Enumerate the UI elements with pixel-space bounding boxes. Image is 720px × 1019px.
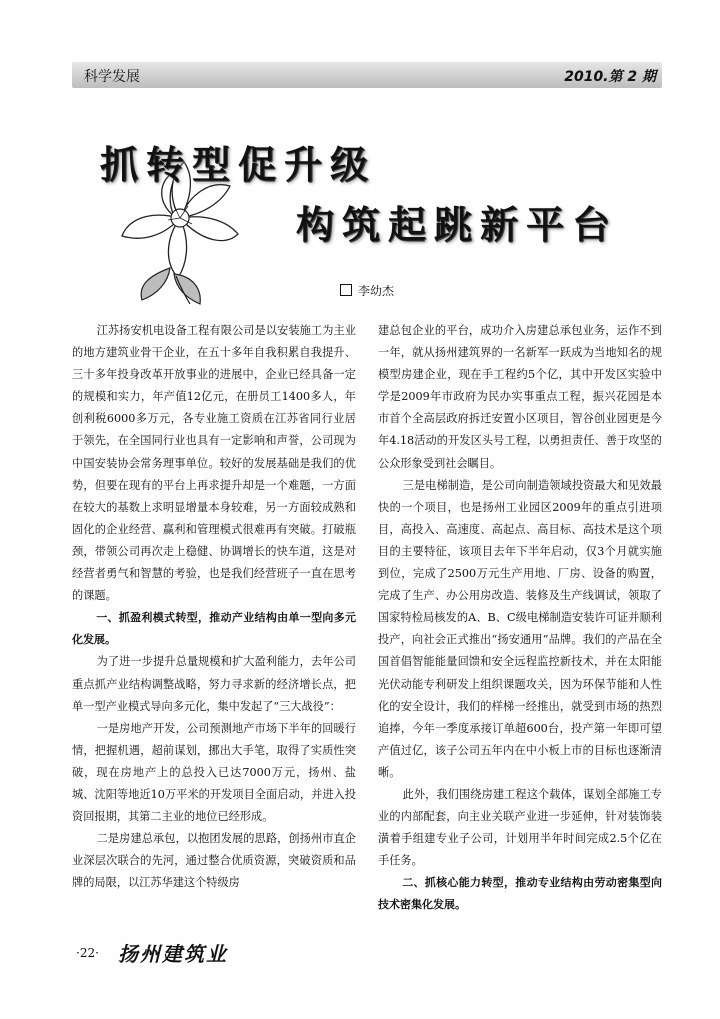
section-heading: 一、抓盈利模式转型，推动产业结构由单一型向多元化发展。 [72, 611, 356, 647]
right-column [378, 320, 662, 917]
section-heading: 二、抓核心能力转型，推动专业结构由劳动密集型向技术密集化发展。 [378, 876, 662, 912]
author-byline [340, 282, 394, 299]
issue-label: 2010.第 2 期 [564, 69, 656, 85]
paragraph: 一是房地产开发，公司预测地产市场下半年的回暖行情，把握机遇，超前谋划，挪出大手笔，取得了实质性突破，现在房地产上的总投入已达7000万元，扬州、盐城、沈阳等地近10万平米的开发项目全面启动，并进入投资回报期，其第二主业的地位已经形成。 [72, 721, 356, 824]
section-label: 科学发展 [84, 69, 140, 85]
paragraph: 建总包企业的平台，成功介入房建总承包业务，运作不到一年，就从扬州建筑界的一名新军一跃成为当地知名的规模型房建企业，现在手工程约5个亿，其中开发区实验中学是2009年市政府为民办实事重点工程，振兴花园是本市首个全高层政府拆迁安置小区项目，智谷创业园更是今年4.18活动的开发区头号工程，以勇担责任、善于攻坚的公众形象受到社会瞩目。 [378, 324, 662, 470]
title-line-1: 抓转型促升级 [100, 143, 377, 187]
paragraph: 二是房建总承包，以抱团发展的思路，创扬州市直企业深层次联合的先河，通过整合优质资源，突破资质和品牌的局限，以江苏华建这个特级房 [72, 832, 356, 890]
square-bullet-icon [340, 284, 352, 296]
paragraph: 江苏扬安机电设备工程有限公司是以安装施工为主业的地方建筑业骨干企业，在五十多年自我积累自我提升、三十多年投身改革开放事业的进展中，企业已经具备一定的规模和实力，年产值12亿元，在册员工1400多人，年创利税6000多万元，各专业施工资质在江苏省同行业居于领先，在全国同行业也具有一定影响和声誉，公司现为中国安装协会常务理事单位。较好的发展基础是我们的优势，但要在现有的平台上再求提升却是一个难题，一方面在较大的基数上求明显增量本身较难，另一方面较成熟和固化的企业经营、赢利和管理模式很难再有突破。打破瓶颈，带领公司再次走上稳健、协调增长的快车道，这是对经营者勇气和智慧的考验，也是我们经营班子一直在思考的课题。 [72, 324, 356, 603]
magazine-logo: 扬州建筑业 [118, 942, 228, 966]
paragraph: 三是电梯制造，是公司向制造领域投资最大和见效最快的一个项目，也是扬州工业园区2009年的重点引进项目，高投入、高速度、高起点、高目标、高技术是这个项目的主要特征，该项目去年下半年启动，仅3个月就实施到位，完成了2500万元生产用地、厂房、设备的购置，完成了生产、办公用房改造、装修及生产线调试，领取了国家特检局核发的A、B、C级电梯制造安装许可证并顺利投产，向社会正式推出“扬安通用”品牌。我们的产品在全国首倡智能能量回馈和安全远程监控新技术，并在太阳能光伏动能专利研发上组织课题攻关，因为环保节能和人性化的安全设计，我们的样梯一经推出，就受到市场的热烈追捧，今年一季度承接订单超600台，投产第一年即可望产值过亿，该子公司五年内在中小板上市的目标也逐渐清晰。 [378, 478, 662, 779]
title-line-2: 构筑起跳新平台 [296, 203, 619, 247]
left-column [72, 320, 356, 894]
author-name: 李幼杰 [358, 284, 395, 298]
paragraph: 为了进一步提升总量规模和扩大盈利能力，去年公司重点抓产业结构调整战略，努力寻求新的经济增长点，把单一型产业模式导向多元化，集中发起了“三大战役”： [72, 655, 356, 713]
page-number: ·22· [76, 946, 99, 960]
paragraph: 此外，我们围绕房建工程这个载体，谋划全部施工专业的内部配套，向主业关联产业进一步延伸，针对装饰装潢着手组建专业子公司，计划用半年时间完成2.5个亿在手任务。 [378, 787, 662, 868]
